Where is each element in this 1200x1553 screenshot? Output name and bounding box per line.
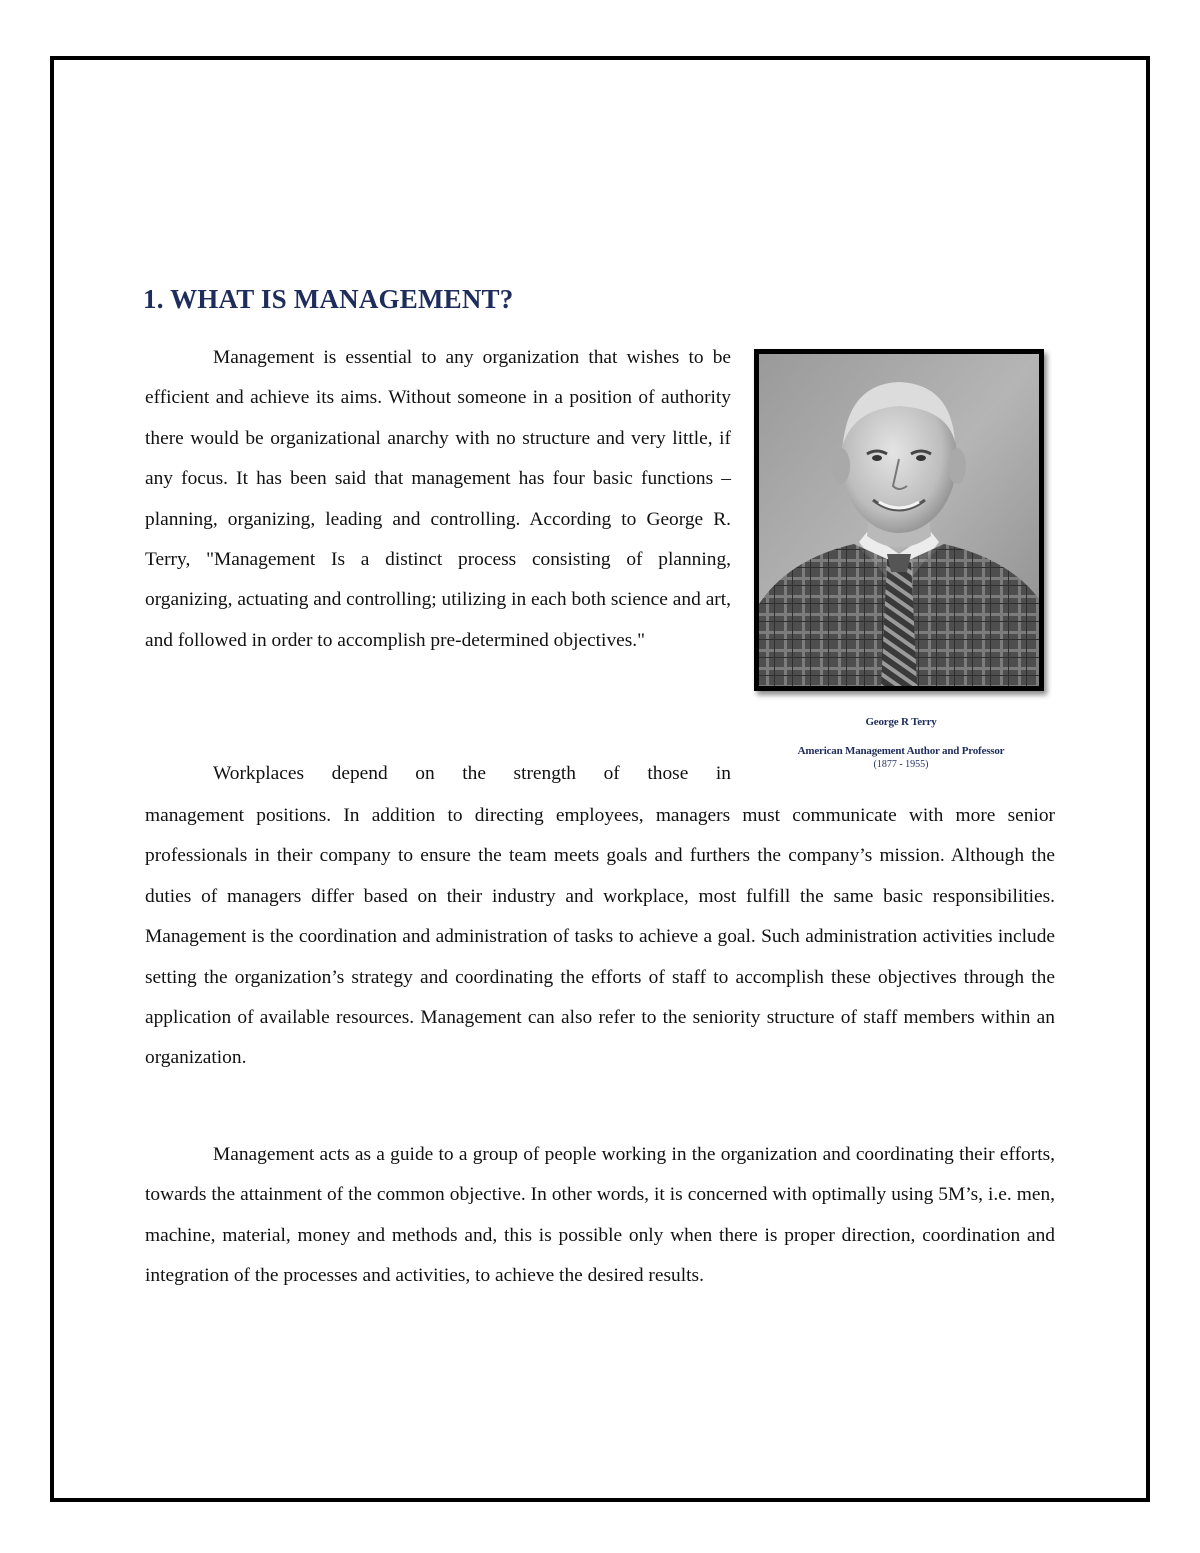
paragraph-intro: Management is essential to any organization that wishes to be efficient and achieve its aims. Without someone in a position of authority there would be organizational anarchy with no structure and very little, if any focus. It has been said that management has four basic functions – planning, organizing, leading and controlling. According to George R. Terry, "Management Is a distinct process consisting of planning, organizing, actuating and controlling; utilizing in each both science and art, and followed in order to accomplish pre-determined objectives.": [145, 347, 731, 651]
paragraph-guide: Management acts as a guide to a group of people working in the organization and coordinating their efforts, towards the attainment of the common objective. In other words, it is concerned with optimally using 5M’s, i.e. men, machine, material, money and methods and, this is possible only when there is proper direction, coordination and integration of the processes and activities, to achieve the desired results.: [145, 1144, 1055, 1287]
paragraph-workplaces: management positions. In addition to directing employees, managers must communicate with more senior professionals in their company to ensure the team meets goals and furthers the company’s mission. Although the duties of managers differ based on their industry and workplace, most fulfill the same basic responsibilities. Management is the coordination and administration of tasks to achieve a goal. Such administration activities include setting the organization’s strategy and coordinating the efforts of staff to accomplish these objectives through the application of available resources. Management can also refer to the seniority structure of staff members within an organization.: [145, 805, 1055, 1069]
section-heading: 1. WHAT IS MANAGEMENT?: [143, 284, 514, 314]
photo-caption-role: American Management Author and Professor: [797, 745, 1005, 757]
portrait-photo-frame: [754, 349, 1044, 691]
portrait-photo: [759, 354, 1039, 686]
photo-caption-years: (1877 - 1955): [873, 759, 929, 770]
photo-caption-name: George R Terry: [865, 716, 937, 728]
paragraph-workplaces-first-line: Workplaces depend on the strength of those in: [213, 763, 731, 784]
